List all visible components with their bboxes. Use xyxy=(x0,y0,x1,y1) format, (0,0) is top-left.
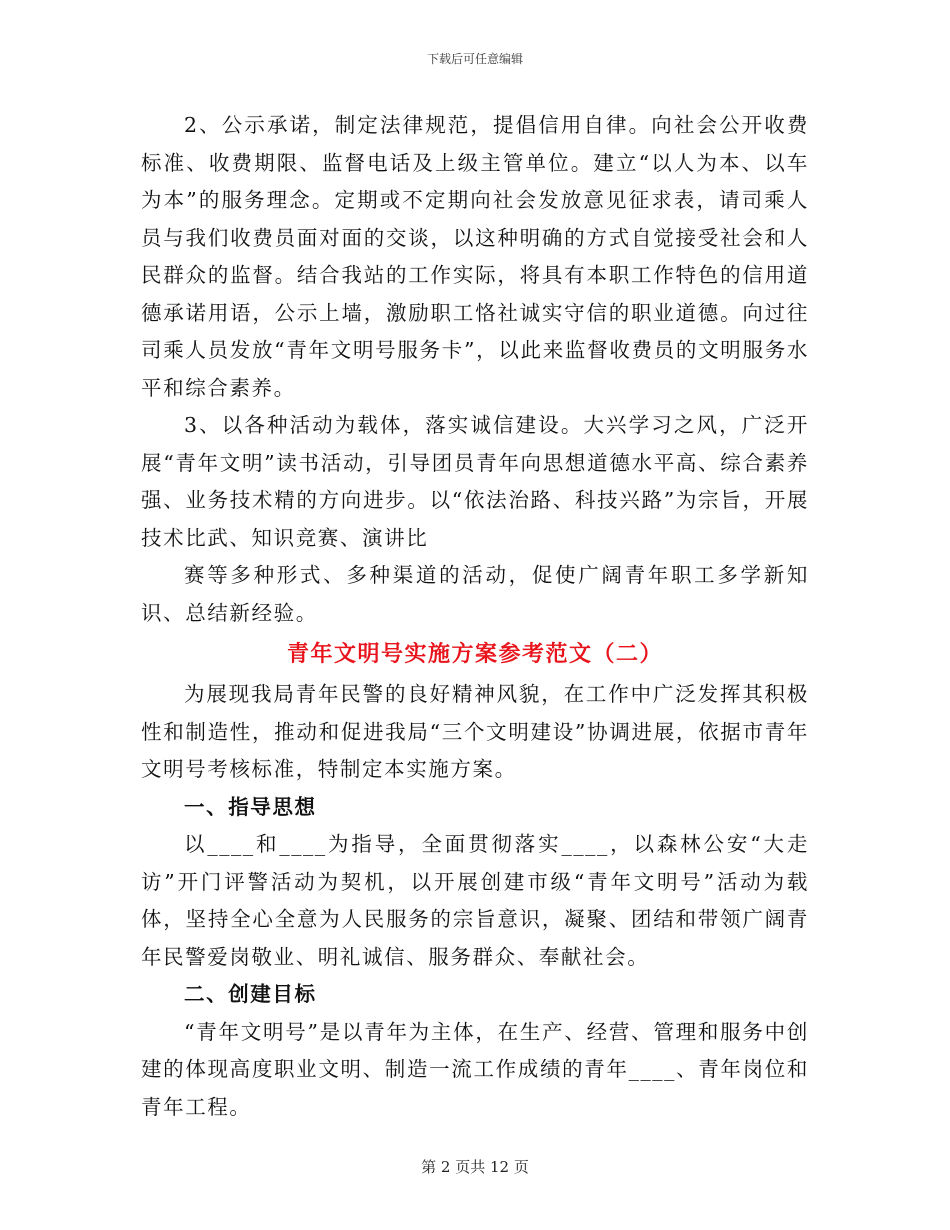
heading-creation-goal: 二、创建目标 xyxy=(184,982,317,1006)
guiding-thought-paragraph: 以____和____为指导，全面贯彻落实____，以森林公安“大走访”开门评警活动为契机，以开展创建市级“青年文明号”活动为载体，坚持全心全意为人民服务的宗旨意识，凝聚、团结和带领广阔青年民警爱岗敬业、明礼诚信、服务群众、奉献社会。 xyxy=(141,832,809,969)
page-footer: 第 2 页共 12 页 xyxy=(421,1158,529,1176)
creation-goal-paragraph: “青年文明号”是以青年为主体，在生产、经营、管理和服务中创建的体现高度职业文明、制造一流工作成绩的青年____、青年岗位和青年工程。 xyxy=(141,1019,809,1119)
paragraph-3-continued: 赛等多种形式、多种渠道的活动，促使广阔青年职工多学新知识、总结新经验。 xyxy=(141,563,809,625)
paragraph-2: 2、公示承诺，制定法律规范，提倡信用自律。向社会公开收费标准、收费期限、监督电话及上级主管单位。建立“以人为本、以车为本”的服务理念。定期或不定期向社会发放意见征求表，请司乘人员与我们收费员面对面的交谈，以这种明确的方式自觉接受社会和人民群众的监督。结合我站的工作实际，将具有本职工作特色的信用道德承诺用语，公示上墙，激励职工恪社诚实守信的职业道德。向过往司乘人员发放“青年文明号服务卡”，以此来监督收费员的文明服务水平和综合素养。 xyxy=(141,113,809,400)
section-title: 青年文明号实施方案参考范文（二） xyxy=(286,641,663,667)
paragraph-3: 3、以各种活动为载体，落实诚信建设。大兴学习之风，广泛开展“青年文明”读书活动，引导团员青年向思想道德水平高、综合素养强、业务技术精的方向进步。以“依法治路、科技兴路”为宗旨，开展技术比武、知识竞赛、演讲比 xyxy=(141,413,809,550)
page-header: 下载后可任意编辑 xyxy=(426,52,523,66)
heading-guiding-thought: 一、指导思想 xyxy=(184,794,317,819)
document-body xyxy=(141,107,809,1126)
intro-paragraph: 为展现我局青年民警的良好精神风貌，在工作中广泛发挥其积极性和制造性，推动和促进我局“三个文明建设”协调进展，依据市青年文明号考核标准，特制定本实施方案。 xyxy=(141,682,809,781)
